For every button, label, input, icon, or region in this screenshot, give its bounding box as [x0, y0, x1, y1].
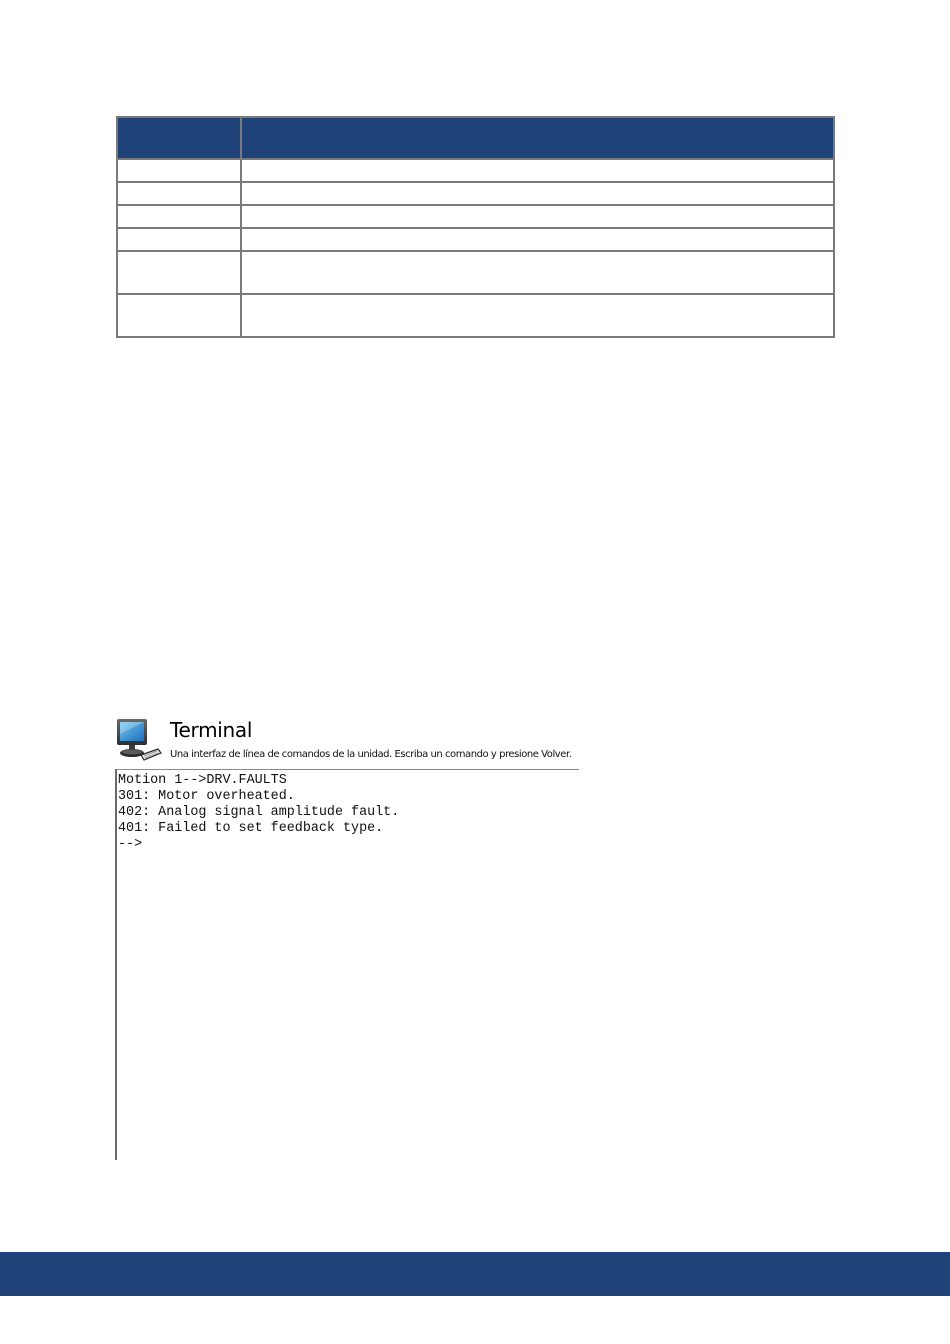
table-cell [241, 159, 834, 182]
table-cell [117, 205, 241, 228]
table-header-cell [117, 117, 241, 159]
table-row [117, 251, 834, 294]
table-cell [241, 294, 834, 337]
console-line: 401: Failed to set feedback type. [118, 821, 384, 836]
console-line: 402: Analog signal amplitude fault. [118, 805, 400, 820]
table-cell [117, 251, 241, 294]
terminal-description: Una interfaz de línea de comandos de la unidad. Escriba un comando y presione Volver. [170, 749, 572, 760]
table-row [117, 205, 834, 228]
terminal-title: Terminal [170, 718, 253, 742]
table-row [117, 294, 834, 337]
table-header-cell [241, 117, 834, 159]
table-cell [241, 182, 834, 205]
console-prompt[interactable]: --> [118, 837, 143, 852]
table-cell [117, 228, 241, 251]
table-row [117, 182, 834, 205]
table-header-row [117, 117, 834, 159]
table-cell [241, 251, 834, 294]
table-row [117, 159, 834, 182]
terminal-header [112, 716, 582, 768]
parameter-table [116, 116, 835, 338]
console-line: Motion 1-->DRV.FAULTS [118, 773, 287, 788]
console-line: 301: Motor overheated. [118, 789, 295, 804]
table-cell [117, 182, 241, 205]
table-row [117, 228, 834, 251]
table-cell [241, 228, 834, 251]
table-cell [117, 159, 241, 182]
terminal-console[interactable] [115, 769, 579, 1160]
console-output [117, 770, 579, 853]
computer-monitor-icon [114, 718, 162, 764]
footer-bar [0, 1252, 950, 1296]
table-cell [241, 205, 834, 228]
table-cell [117, 294, 241, 337]
